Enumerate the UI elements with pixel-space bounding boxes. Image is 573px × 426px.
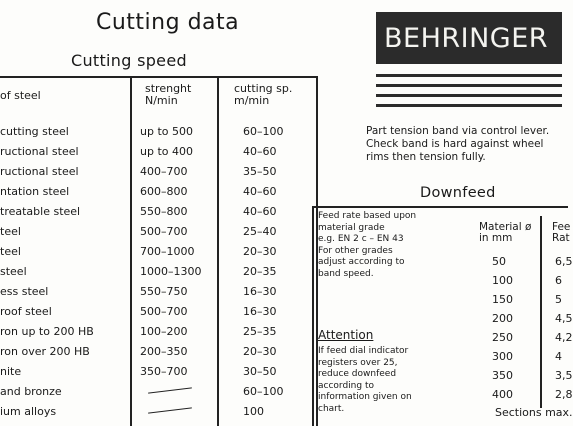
diameter-cell: 150 (492, 293, 513, 306)
table-row (312, 350, 568, 368)
table-row (0, 125, 318, 145)
feed-rate-cell: 4,2 (555, 331, 573, 344)
speed-cell: 60–100 (243, 385, 284, 398)
strength-cell (140, 405, 184, 418)
tension-note: Part tension band via control lever. Check band is hard against wheel rims then tension fully. (366, 125, 550, 163)
diameter-cell: 350 (492, 369, 513, 382)
feed-rate-cell: 6 (555, 274, 562, 287)
material-cell: cutting steel (0, 125, 69, 138)
downfeed-section (312, 206, 573, 426)
sections-footer: Sections max. (495, 406, 573, 419)
strength-cell: up to 400 (140, 145, 193, 158)
attention-heading: Attention (318, 328, 374, 342)
downfeed-title: Downfeed (420, 185, 496, 201)
logo-stripe (376, 74, 562, 77)
strength-cell: 100–200 (140, 325, 188, 338)
table-row (312, 312, 573, 330)
material-cell: roof steel (0, 305, 52, 318)
speed-cell: 16–30 (243, 285, 277, 298)
material-cell: ron up to 200 HB (0, 325, 94, 338)
table-row (0, 225, 318, 245)
cutting-speed-table (0, 76, 318, 426)
strength-cell: 500–700 (140, 225, 188, 238)
feed-note: Feed rate based upon material grade e.g. EN 2 c – EN 43 For other grades adjust according to band speed. (318, 211, 417, 279)
speed-cell: 16–30 (243, 305, 277, 318)
strength-cell: 1000–1300 (140, 265, 202, 278)
not-applicable-dash (148, 407, 192, 415)
diameter-cell: 200 (492, 312, 513, 325)
table-row (0, 345, 318, 365)
strength-cell: 200–350 (140, 345, 188, 358)
header-material-diameter: Material ø in mm (479, 221, 532, 244)
material-cell: teel (0, 225, 21, 238)
table-row (0, 185, 318, 205)
feed-rate-cell: 4,5 (555, 312, 573, 325)
strength-cell: 700–1000 (140, 245, 195, 258)
logo-stripe (376, 94, 562, 97)
table-row (312, 369, 573, 387)
strength-cell: 400–700 (140, 165, 188, 178)
table-top-rule (0, 76, 318, 78)
table-row (312, 331, 573, 349)
speed-cell: 35–50 (243, 165, 277, 178)
strength-cell (140, 385, 184, 398)
table-row (0, 245, 318, 265)
table-row (0, 365, 318, 385)
diameter-cell: 50 (492, 255, 506, 268)
downfeed-top-rule (312, 206, 568, 208)
behringer-logo (376, 12, 562, 118)
feed-rate-cell: 4 (555, 350, 562, 363)
table-row (0, 205, 318, 225)
table-row (312, 293, 568, 311)
header-feed-rate: Fee Rat (552, 221, 571, 244)
table-row (0, 285, 318, 305)
strength-cell: 500–700 (140, 305, 188, 318)
diameter-cell: 250 (492, 331, 513, 344)
speed-cell: 20–35 (243, 265, 277, 278)
speed-cell: 100 (243, 405, 264, 418)
material-cell: ructional steel (0, 165, 79, 178)
table-row (0, 145, 318, 165)
material-cell: ium alloys (0, 405, 57, 418)
diameter-cell: 100 (492, 274, 513, 287)
table-row (0, 165, 318, 185)
attention-text: If feed dial indicator registers over 25, reduce downfeed according to information given on chart. (318, 346, 412, 414)
table-row (312, 388, 573, 406)
strength-cell: 600–800 (140, 185, 188, 198)
diameter-cell: 300 (492, 350, 513, 363)
speed-cell: 40–60 (243, 185, 277, 198)
speed-cell: 25–40 (243, 225, 277, 238)
speed-cell: 60–100 (243, 125, 284, 138)
diameter-cell: 400 (492, 388, 513, 401)
cutting-speed-title: Cutting speed (71, 51, 187, 70)
speed-cell: 30–50 (243, 365, 277, 378)
table-row (0, 325, 318, 345)
speed-cell: 20–30 (243, 345, 277, 358)
table-row (312, 274, 568, 292)
logo-text: BEHRINGER (384, 23, 549, 54)
material-cell: treatable steel (0, 205, 81, 218)
material-cell: steel (0, 265, 27, 278)
material-cell: ess steel (0, 285, 49, 298)
not-applicable-dash (148, 387, 192, 395)
feed-rate-cell: 5 (555, 293, 562, 306)
header-cutting-speed: cutting sp. m/min (234, 82, 293, 107)
header-material: of steel (0, 89, 41, 102)
header-strength: strenght N/min (145, 82, 192, 107)
speed-cell: 40–60 (243, 205, 277, 218)
table-row (0, 385, 318, 405)
strength-cell: 550–800 (140, 205, 188, 218)
speed-cell: 20–30 (243, 245, 277, 258)
strength-cell: 350–700 (140, 365, 188, 378)
material-cell: and bronze (0, 385, 62, 398)
feed-rate-cell: 2,8 (555, 388, 573, 401)
material-cell: ructional steel (0, 145, 79, 158)
feed-rate-cell: 6,5 (555, 255, 573, 268)
material-cell: ron over 200 HB (0, 345, 90, 358)
table-row (0, 305, 318, 325)
strength-cell: up to 500 (140, 125, 193, 138)
table-row (312, 255, 573, 273)
speed-cell: 25–35 (243, 325, 277, 338)
logo-stripe (376, 104, 562, 107)
speed-cell: 40–60 (243, 145, 277, 158)
table-row (0, 265, 318, 285)
page-title: Cutting data (96, 10, 240, 35)
strength-cell: 550–750 (140, 285, 188, 298)
table-row (0, 405, 318, 425)
feed-rate-cell: 3,5 (555, 369, 573, 382)
material-cell: nite (0, 365, 22, 378)
material-cell: teel (0, 245, 21, 258)
material-cell: ntation steel (0, 185, 70, 198)
logo-stripe (376, 84, 562, 87)
